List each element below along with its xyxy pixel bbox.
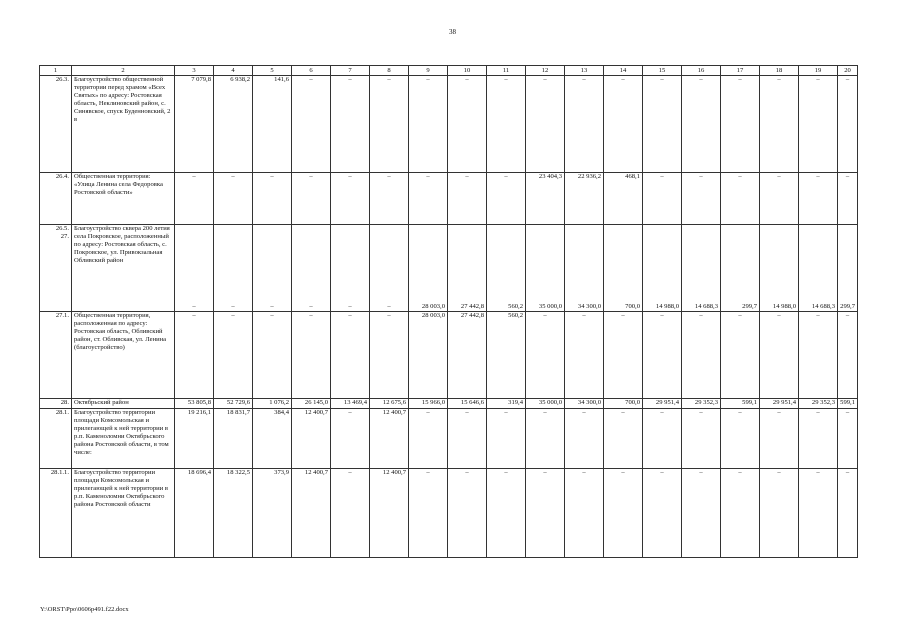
value-cell: – [721,173,760,225]
value-cell: 35 000,0 [526,225,565,312]
value-cell: – [604,409,643,469]
value-cell: – [214,312,253,399]
page-number: 38 [449,28,456,36]
column-header: 19 [799,66,838,76]
value-cell: 34 300,0 [565,399,604,409]
row-number: 28.1.1. [40,469,72,558]
value-cell: 12 675,6 [370,399,409,409]
row-name: Октябрьский район [72,399,175,409]
value-cell: – [175,225,214,312]
value-cell: 299,7 [721,225,760,312]
row-name: Общественная территория, расположенная по адресу: Ростовская область, Обливский район, ст. Обливская, ул. Ленина (благоустройство) [72,312,175,399]
value-cell: – [838,469,858,558]
value-cell: 12 400,7 [292,469,331,558]
value-cell: – [604,469,643,558]
value-cell: – [331,312,370,399]
value-cell: 34 300,0 [565,225,604,312]
value-cell: – [682,76,721,173]
value-cell: 14 688,3 [799,225,838,312]
value-cell: 7 079,8 [175,76,214,173]
value-cell: – [799,76,838,173]
value-cell: – [721,409,760,469]
value-cell: – [721,312,760,399]
value-cell: 14 988,0 [760,225,799,312]
value-cell: 141,6 [253,76,292,173]
value-cell: – [565,469,604,558]
value-cell: – [448,76,487,173]
row-number: 28.1. [40,409,72,469]
value-cell: – [331,76,370,173]
file-path-footer: Y:\ORST\Ppo\0606p491.f22.docx [40,606,129,613]
value-cell: – [760,76,799,173]
row-number: 26.5. 27. [40,225,72,312]
row-name: Благоустройство территории площади Комсомольская и прилегающей к ней территории в р.п. Каменоломни Октябрьского района Ростовской области [72,469,175,558]
value-cell: – [565,312,604,399]
row-name: Благоустройство территории площади Комсомольская и прилегающей к ней территории в р.п. Каменоломни Октябрьского района Ростовской области, в том числе: [72,409,175,469]
value-cell: 15 966,0 [409,399,448,409]
value-cell: 28 003,0 [409,225,448,312]
value-cell: – [487,173,526,225]
value-cell: – [838,312,858,399]
value-cell: 700,0 [604,399,643,409]
value-cell: – [175,173,214,225]
value-cell: 299,7 [838,225,858,312]
value-cell: – [799,469,838,558]
value-cell: – [292,173,331,225]
value-cell: – [838,76,858,173]
value-cell: 599,1 [838,399,858,409]
value-cell: – [838,409,858,469]
value-cell: – [526,312,565,399]
value-cell: – [175,312,214,399]
value-cell: 28 003,0 [409,312,448,399]
value-cell: 18 696,4 [175,469,214,558]
value-cell: – [526,469,565,558]
value-cell: – [760,312,799,399]
column-header: 6 [292,66,331,76]
value-cell: – [409,469,448,558]
value-cell: – [214,173,253,225]
value-cell: – [760,469,799,558]
value-cell: – [799,173,838,225]
value-cell: – [487,469,526,558]
value-cell: 18 322,5 [214,469,253,558]
column-header: 9 [409,66,448,76]
value-cell: – [643,173,682,225]
value-cell: – [682,173,721,225]
column-header: 7 [331,66,370,76]
value-cell: 468,1 [604,173,643,225]
value-cell: 52 729,6 [214,399,253,409]
value-cell: 6 938,2 [214,76,253,173]
value-cell: – [214,225,253,312]
value-cell: – [370,173,409,225]
header-row [40,66,858,76]
value-cell: – [838,173,858,225]
value-cell: 560,2 [487,312,526,399]
value-cell: – [409,76,448,173]
table-row [40,469,858,558]
row-name: Благоустройство сквера 200 летия села Покровское, расположенный по адресу: Ростовская область, с. Покровское, ул. Привокзальная Обливский район [72,225,175,312]
column-header: 14 [604,66,643,76]
column-header: 11 [487,66,526,76]
value-cell: 700,0 [604,225,643,312]
table-row [40,173,858,225]
value-cell: – [370,312,409,399]
column-header: 1 [40,66,72,76]
value-cell: 384,4 [253,409,292,469]
row-name: Общественная территория: «Улица Ленина села Федоровка Ростовской области» [72,173,175,225]
value-cell: 13 469,4 [331,399,370,409]
table-row [40,225,858,312]
table-row [40,409,858,469]
value-cell: – [331,469,370,558]
row-number: 28. [40,399,72,409]
value-cell: – [565,409,604,469]
value-cell: – [409,409,448,469]
value-cell: – [760,173,799,225]
value-cell: – [253,225,292,312]
value-cell: – [448,409,487,469]
value-cell: – [643,469,682,558]
value-cell: 29 352,3 [682,399,721,409]
row-number: 26.3. [40,76,72,173]
value-cell: 19 216,1 [175,409,214,469]
value-cell: – [292,312,331,399]
value-cell: – [643,76,682,173]
value-cell: – [721,76,760,173]
table-row [40,399,858,409]
column-header: 12 [526,66,565,76]
value-cell: 14 988,0 [643,225,682,312]
column-header: 3 [175,66,214,76]
column-header: 15 [643,66,682,76]
value-cell: 27 442,8 [448,225,487,312]
value-cell: 599,1 [721,399,760,409]
row-number: 27.1. [40,312,72,399]
value-cell: – [253,312,292,399]
value-cell: – [799,409,838,469]
value-cell: – [253,173,292,225]
value-cell: – [292,225,331,312]
value-cell: 12 400,7 [292,409,331,469]
column-header: 16 [682,66,721,76]
value-cell: – [487,76,526,173]
column-header: 20 [838,66,858,76]
value-cell: 12 400,7 [370,409,409,469]
value-cell: 560,2 [487,225,526,312]
value-cell: 35 000,0 [526,399,565,409]
value-cell: – [331,409,370,469]
value-cell: – [604,312,643,399]
value-cell: 15 646,6 [448,399,487,409]
value-cell: – [448,173,487,225]
value-cell: – [565,76,604,173]
value-cell: – [682,469,721,558]
column-header: 13 [565,66,604,76]
value-cell: 12 400,7 [370,469,409,558]
table-row [40,76,858,173]
value-cell: – [526,76,565,173]
value-cell: – [682,409,721,469]
value-cell: – [292,76,331,173]
column-header: 8 [370,66,409,76]
value-cell: – [370,76,409,173]
value-cell: 29 951,4 [643,399,682,409]
data-table [39,65,858,558]
value-cell: – [370,225,409,312]
value-cell: – [643,409,682,469]
value-cell: – [448,469,487,558]
value-cell: 23 404,3 [526,173,565,225]
value-cell: 319,4 [487,399,526,409]
value-cell: – [682,312,721,399]
value-cell: – [409,173,448,225]
column-header: 5 [253,66,292,76]
column-header: 17 [721,66,760,76]
row-name: Благоустройство общественной территории перед храмом «Всех Святых» по адресу: Ростовская область, Неклиновский район, с. Синявское, спуск Буденновский, 2 в [72,76,175,173]
value-cell: – [604,76,643,173]
value-cell: 1 076,2 [253,399,292,409]
value-cell: 26 145,0 [292,399,331,409]
value-cell: 29 352,3 [799,399,838,409]
value-cell: 27 442,8 [448,312,487,399]
column-header: 18 [760,66,799,76]
value-cell: – [721,469,760,558]
value-cell: 53 805,8 [175,399,214,409]
value-cell: – [526,409,565,469]
value-cell: – [760,409,799,469]
value-cell: – [799,312,838,399]
column-header: 2 [72,66,175,76]
value-cell: 14 688,3 [682,225,721,312]
value-cell: 373,9 [253,469,292,558]
table-row [40,312,858,399]
column-header: 10 [448,66,487,76]
value-cell: – [643,312,682,399]
value-cell: 29 951,4 [760,399,799,409]
value-cell: – [331,225,370,312]
value-cell: – [331,173,370,225]
column-header: 4 [214,66,253,76]
row-number: 26.4. [40,173,72,225]
value-cell: 18 831,7 [214,409,253,469]
value-cell: – [487,409,526,469]
value-cell: 22 936,2 [565,173,604,225]
